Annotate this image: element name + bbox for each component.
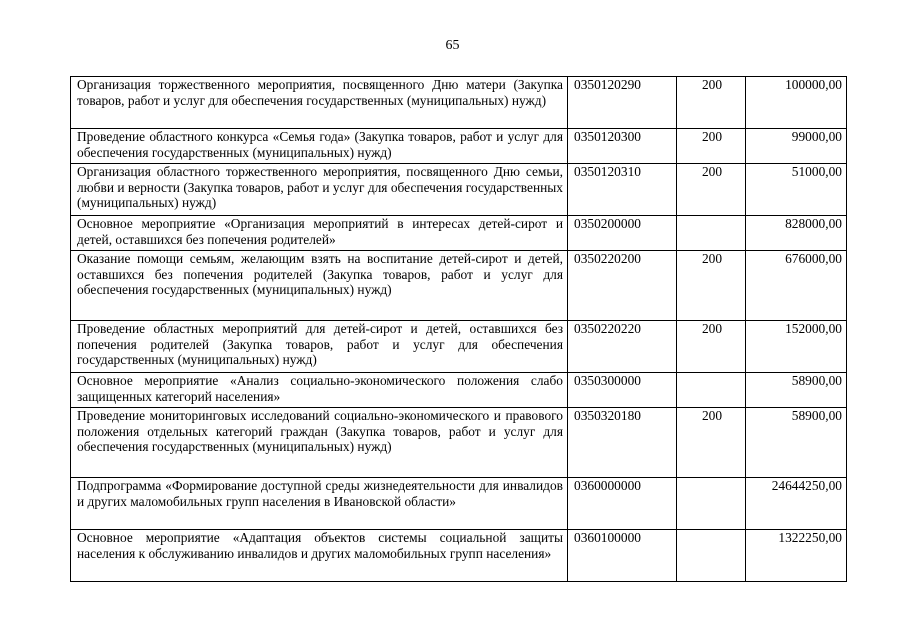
row-code: 0350120290 <box>568 77 677 129</box>
row-name: Основное мероприятие «Организация мероприятий в интересах детей-сирот и детей, оставшихся без попечения родителей» <box>71 216 568 251</box>
table-row <box>71 77 847 129</box>
row-code: 0360100000 <box>568 530 677 582</box>
row-name: Проведение мониторинговых исследований социально-экономического и правового положения отдельных категорий граждан (Закупка товаров, работ и услуг для обеспечения государственных (муниципальных) нужд) <box>71 408 568 478</box>
row-name: Проведение областных мероприятий для детей-сирот и детей, оставшихся без попечения родителей (Закупка товаров, работ и услуг для обеспечения государственных (муниципальных) нужд) <box>71 321 568 373</box>
row-expense-type: 200 <box>677 77 746 129</box>
table-row <box>71 216 847 251</box>
row-expense-type <box>677 478 746 530</box>
row-name: Основное мероприятие «Адаптация объектов системы социальной защиты населения к обслуживанию инвалидов и других маломобильных групп населения» <box>71 530 568 582</box>
row-code: 0350300000 <box>568 373 677 408</box>
row-sum: 58900,00 <box>746 373 847 408</box>
table-row <box>71 408 847 478</box>
row-sum: 828000,00 <box>746 216 847 251</box>
row-sum: 1322250,00 <box>746 530 847 582</box>
table-row <box>71 129 847 164</box>
row-sum: 100000,00 <box>746 77 847 129</box>
row-expense-type <box>677 373 746 408</box>
budget-table <box>70 76 847 582</box>
row-name: Основное мероприятие «Анализ социально-экономического положения слабо защищенных категорий населения» <box>71 373 568 408</box>
page-number: 65 <box>445 38 460 53</box>
row-name: Проведение областного конкурса «Семья года» (Закупка товаров, работ и услуг для обеспечения государственных (муниципальных) нужд) <box>71 129 568 164</box>
table-row <box>71 373 847 408</box>
row-name: Оказание помощи семьям, желающим взять на воспитание детей-сирот и детей, оставшихся без попечения родителей (Закупка товаров, работ и услуг для обеспечения государственных (муниципальных) нужд) <box>71 251 568 321</box>
row-expense-type: 200 <box>677 408 746 478</box>
row-expense-type <box>677 216 746 251</box>
row-code: 0350120310 <box>568 164 677 216</box>
row-sum: 152000,00 <box>746 321 847 373</box>
row-expense-type: 200 <box>677 164 746 216</box>
row-expense-type: 200 <box>677 251 746 321</box>
row-code: 0350120300 <box>568 129 677 164</box>
row-sum: 58900,00 <box>746 408 847 478</box>
row-code: 0350320180 <box>568 408 677 478</box>
row-expense-type: 200 <box>677 129 746 164</box>
row-code: 0360000000 <box>568 478 677 530</box>
table-row <box>71 321 847 373</box>
row-sum: 24644250,00 <box>746 478 847 530</box>
row-name: Подпрограмма «Формирование доступной среды жизнедеятельности для инвалидов и других маломобильных групп населения в Ивановской области» <box>71 478 568 530</box>
table-row <box>71 478 847 530</box>
row-name: Организация торжественного мероприятия, посвященного Дню матери (Закупка товаров, работ и услуг для обеспечения государственных (муниципальных) нужд) <box>71 77 568 129</box>
table-row <box>71 164 847 216</box>
table-row <box>71 251 847 321</box>
row-code: 0350220200 <box>568 251 677 321</box>
row-sum: 676000,00 <box>746 251 847 321</box>
row-expense-type <box>677 530 746 582</box>
row-expense-type: 200 <box>677 321 746 373</box>
row-sum: 99000,00 <box>746 129 847 164</box>
row-name: Организация областного торжественного мероприятия, посвященного Дню семьи, любви и верности (Закупка товаров, работ и услуг для обеспечения государственных (муниципальных) нужд) <box>71 164 568 216</box>
row-sum: 51000,00 <box>746 164 847 216</box>
row-code: 0350220220 <box>568 321 677 373</box>
row-code: 0350200000 <box>568 216 677 251</box>
table-row <box>71 530 847 582</box>
